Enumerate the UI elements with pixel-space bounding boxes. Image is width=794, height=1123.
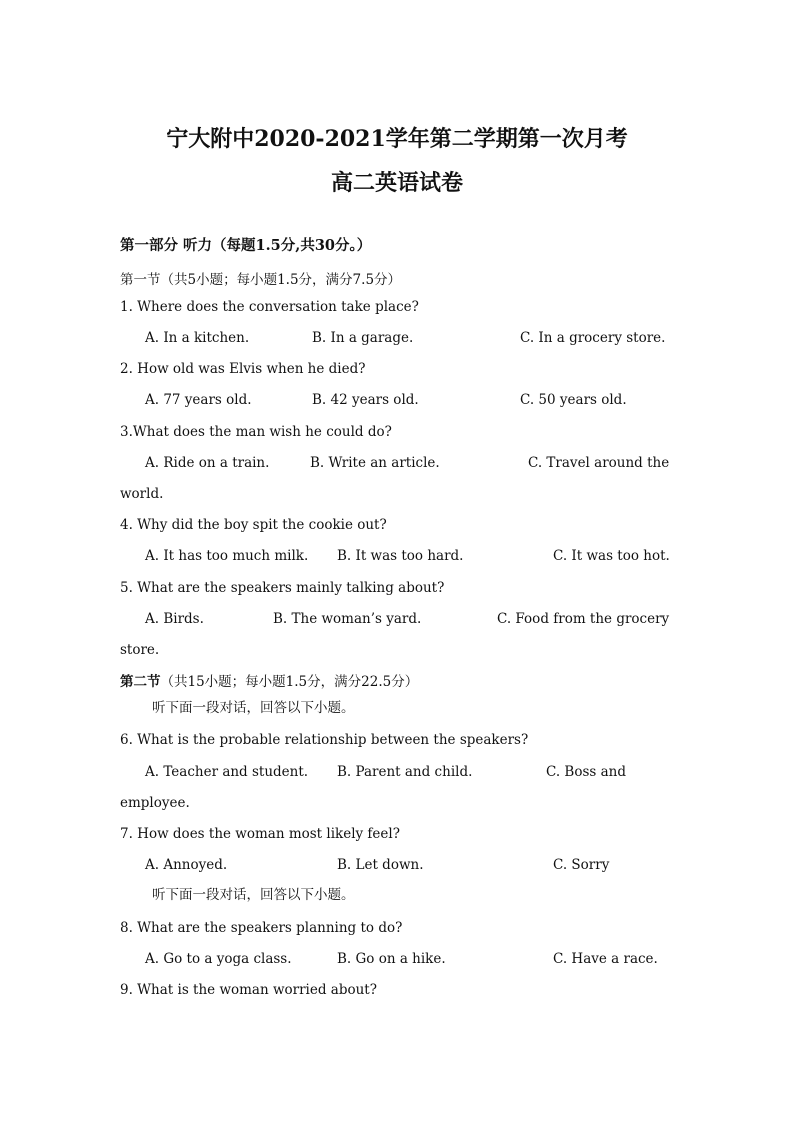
question-6: 6. What is the probable relationship between the speakers?: [120, 732, 529, 748]
q6-option-c: C. Boss and: [546, 764, 627, 780]
q3-option-c-continued: world.: [120, 486, 164, 502]
q7-option-c: C. Sorry: [553, 857, 610, 873]
question-4: 4. Why did the boy spit the cookie out?: [120, 517, 387, 533]
q6-option-c-continued: employee.: [120, 795, 190, 811]
exam-title-line1: 宁大附中2020-2021学年第二学期第一次月考: [166, 126, 628, 152]
q2-option-a: A. 77 years old.: [145, 392, 252, 408]
question-5: 5. What are the speakers mainly talking about?: [120, 580, 445, 596]
part1-heading: 第一部分 听力（每题1.5分,共30分。）: [120, 237, 372, 254]
q3-option-b: B. Write an article.: [310, 455, 440, 471]
q1-option-c: C. In a grocery store.: [520, 330, 666, 346]
q8-option-c: C. Have a race.: [553, 951, 658, 967]
question-2: 2. How old was Elvis when he died?: [120, 361, 366, 377]
section2-instruction-2: 听下面一段对话，回答以下小题。: [152, 887, 355, 903]
q1-option-a: A. In a kitchen.: [145, 330, 250, 346]
q5-option-b: B. The woman’s yard.: [273, 611, 422, 627]
question-9: 9. What is the woman worried about?: [120, 982, 377, 998]
section1-heading: 第一节（共5小题；每小题1.5分，满分7.5分）: [120, 272, 402, 288]
q5-option-a: A. Birds.: [145, 611, 204, 627]
q3-option-a: A. Ride on a train.: [145, 455, 270, 471]
q4-option-b: B. It was too hard.: [337, 548, 464, 564]
q8-option-b: B. Go on a hike.: [337, 951, 446, 967]
question-3: 3.What does the man wish he could do?: [120, 424, 392, 440]
q2-option-b: B. 42 years old.: [312, 392, 419, 408]
q7-option-a: A. Annoyed.: [145, 857, 228, 873]
q6-option-a: A. Teacher and student.: [145, 764, 309, 780]
section2-heading-label: 第二节: [120, 674, 161, 690]
section2-heading-detail: （共15小题；每小题1.5分，满分22.5分）: [160, 674, 419, 690]
exam-title-line2: 高二英语试卷: [330, 170, 463, 196]
section2-heading: [120, 674, 418, 690]
q5-option-c-continued: store.: [120, 642, 160, 658]
question-8: 8. What are the speakers planning to do?: [120, 920, 403, 936]
question-1: 1. Where does the conversation take place?: [120, 299, 419, 315]
q1-option-b: B. In a garage.: [312, 330, 414, 346]
section2-instruction-1: 听下面一段对话，回答以下小题。: [152, 700, 355, 716]
q7-option-b: B. Let down.: [337, 857, 424, 873]
q2-option-c: C. 50 years old.: [520, 392, 627, 408]
q3-option-c: C. Travel around the: [528, 455, 670, 471]
q8-option-a: A. Go to a yoga class.: [145, 951, 292, 967]
question-7: 7. How does the woman most likely feel?: [120, 826, 400, 842]
q6-option-b: B. Parent and child.: [337, 764, 473, 780]
q4-option-a: A. It has too much milk.: [145, 548, 309, 564]
q5-option-c: C. Food from the grocery: [497, 611, 670, 627]
q4-option-c: C. It was too hot.: [553, 548, 670, 564]
